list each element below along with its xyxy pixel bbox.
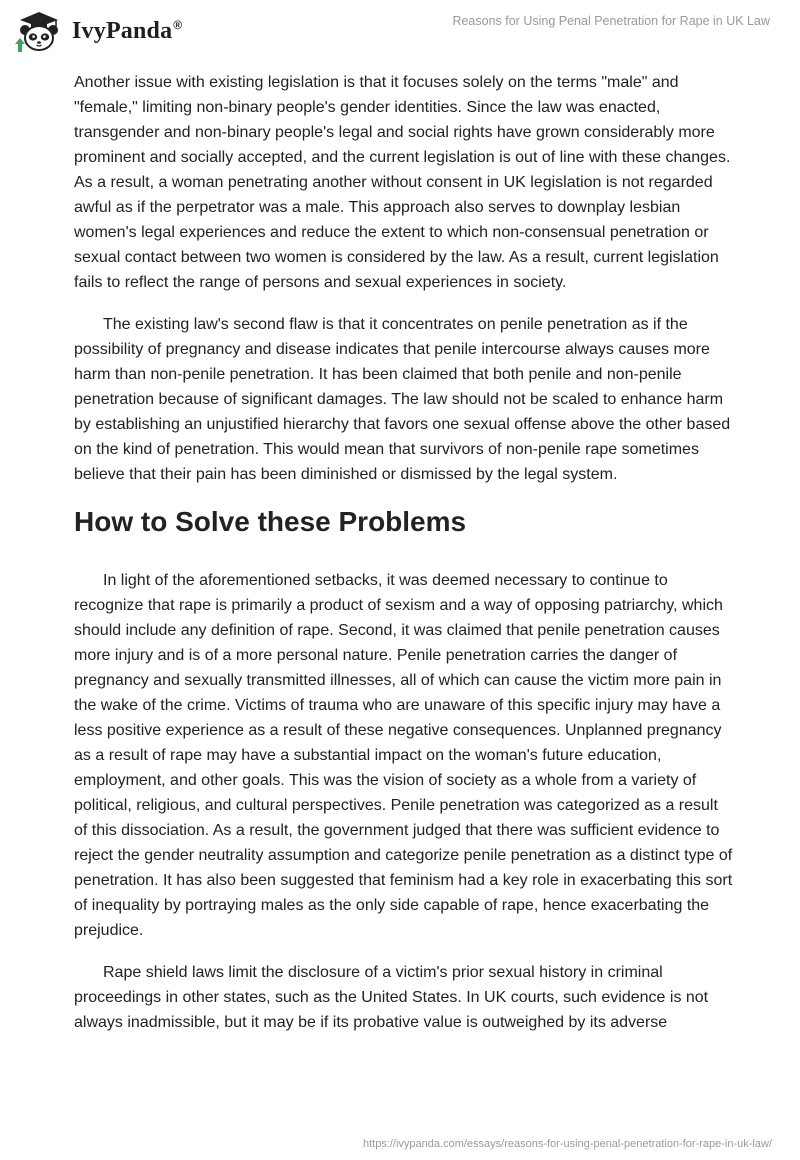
paragraph: The existing law's second flaw is that it concentrates on penile penetration as if the possibility of pregnancy and disease indicates that penile intercourse always causes more harm than non-penile penetration. It has been claimed that both penile and non-penile penetration because of significant damages. The law should not be scaled to enhance harm by establishing an unjustified hierarchy that favors one sexual offense above the other based on the kind of penetration. This would mean that survivors of non-penile rape sometimes believe that their pain has been diminished or dismissed by the legal system.	[74, 316, 731, 483]
page-header	[0, 0, 800, 62]
source-url[interactable]: https://ivypanda.com/essays/reasons-for-using-penal-penetration-for-rape-in-uk-law/	[362, 1138, 772, 1150]
section-heading: How to Solve these Problems	[74, 506, 467, 537]
document-title: Reasons for Using Penal Penetration for Rape in UK Law	[452, 14, 770, 28]
brand-name: IvyPanda®	[72, 17, 183, 44]
paragraph: In light of the aforementioned setbacks, it was deemed necessary to continue to recognize that rape is primarily a product of sexism and a way of opposing patriarchy, which should include any definition of rape. Second, it was claimed that penile penetration causes more injury and is of a more personal nature. Penile penetration carries the danger of pregnancy and sexually transmitted illnesses, all of which can cause the victim more pain in the wake of the crime. Victims of trauma who are unaware of this specific injury may have a less positive experience as a result of these negative consequences. Unplanned pregnancy as a result of rape may have a substantial impact on the woman's future education, employment, and other goals. This was the vision of society as a whole from a variety of political, religious, and cultural perspectives. Penile penetration was categorized as a result of this dissociation. As a result, the government judged that there was sufficient evidence to reject the gender neutrality assumption and categorize penile penetration as a distinct type of penetration. It has also been suggested that feminism had a key role in exacerbating this sort of inequality by portraying males as the only side capable of rape, hence exacerbating the prejudice.	[74, 572, 733, 939]
essay-content	[74, 70, 734, 1052]
paragraph: Another issue with existing legislation is that it focuses solely on the terms "male" and "female," limiting non-binary people's gender identities. Since the law was enacted, transgender and non-binary people's legal and social rights have grown considerably more prominent and socially accepted, and the current legislation is out of line with these changes. As a result, a woman penetrating another without consent in UK legislation is not regarded awful as if the perpetrator was a male. This approach also serves to downplay lesbian women's legal experiences and reduce the extent to which non-consensual penetration or sexual contact between two women is considered by the law. As a result, current legislation fails to reflect the range of persons and sexual experiences in society.	[74, 74, 731, 291]
brand-logo[interactable]	[14, 8, 214, 54]
panda-graduate-logo-icon	[14, 8, 64, 54]
paragraph: Rape shield laws limit the disclosure of a victim's prior sexual history in criminal proceedings in other states, such as the United States. In UK courts, such evidence is not always inadmissible, but it may be if its probative value is outweighed by its adverse	[74, 964, 709, 1031]
